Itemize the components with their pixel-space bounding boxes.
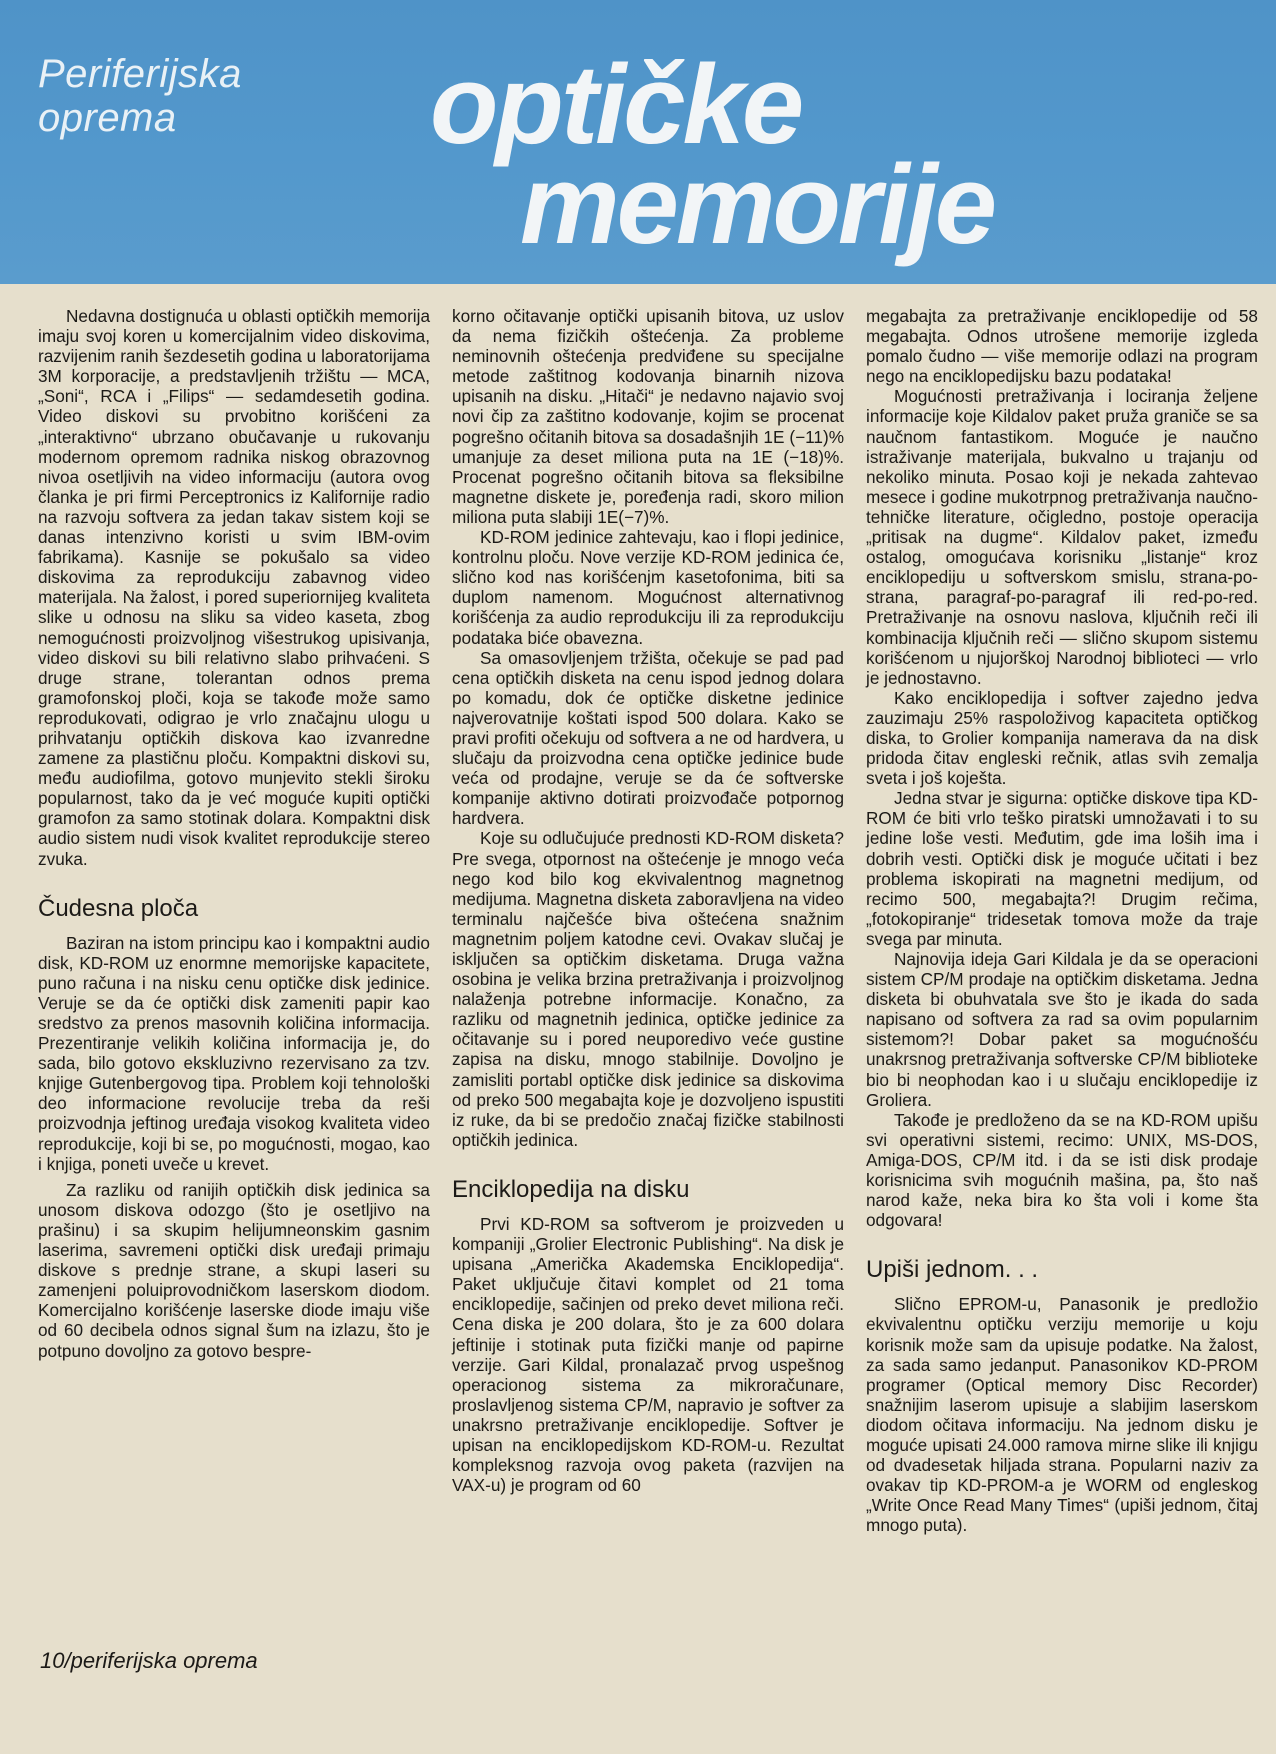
paragraph: Kako enciklopedija i softver zajedno jedva zauzimaju 25% raspoloživog kapaciteta optičkog diska, to Grolier kompanija namerava da na disk pridoda čitav engleski rečnik, atlas svih zemalja sveta i još koješta. [866, 687, 1258, 789]
page-footer: 10/periferijska oprema [40, 1648, 258, 1673]
section-label-line2: oprema [38, 96, 177, 140]
paragraph: KD-ROM jedinice zahtevaju, kao i flopi jedinice, kontrolnu ploču. Nove verzije KD-ROM jedinica će, slično kod nas korišćenjm kasetofonima, biti sa duplom namenom. Mogućnost alternativnog korišćenja za audio reprodukciju ili za reprodukciju podataka biće obavezna. [452, 527, 844, 648]
paragraph: megabajta za pretraživanje enciklopedije od 58 megabajta. Odnos utrošene memorije izgleda pomalo čudno — više memorije odlazi na program nego na enciklopedijsku bazu podataka! [866, 306, 1258, 387]
paragraph: Mogućnosti pretraživanja i lociranja željene informacije koje Kildalov paket pruža graniče se sa naučnom fantastikom. Moguće je naučno istraživanje materijala, bukvalno u trajanju od nekoliko minuta. Posao koji je nekada zahtevao mesece i godine mukotrpnog pretraživanja naučno-tehničke literature, očigledno, postoje operacija „pritisak na dugme“. Kildalov paket, između ostalog, omogućava korisniku „listanje“ kroz enciklopediju u softverskom smislu, strana-po-strana, paragraf-po-paragraf ili red-po-red. Pretraživanje na osnovu naslova, ključnih reči ili kombinacija ključnih reči — slično skupom sistemu korišćenom u njujorškoj Narodnoj biblioteci — vrlo je jednostavno. [866, 386, 1258, 688]
paragraph: Sa omasovljenjem tržišta, očekuje se pad pad cena optičkih disketa na cenu ispod jednog dolara po komadu, dok će optičke disketne jedinice najverovatnije koštati ispod 500 dolara. Kako se pravi profiti očekuju od softvera a ne od hardvera, u slučaju da proizvodna cena optičke jedinice bude veća od prodajne, veruje se da će softverske kompanije aktivno dotirati proizvođače potpornog hardvera. [452, 647, 844, 829]
column-2 [452, 306, 844, 1495]
column-1 [38, 306, 430, 1361]
section-label-line1: Periferijska [38, 52, 242, 96]
subheading-cudesna-ploca: Čudesna ploča [38, 894, 199, 922]
paragraph: korno očitavanje optički upisanih bitova, uz uslov da nema fizičkih oštećenja. Za probleme neminovnih oštećenja predviđene su specijalne metode zaštitnog kodovanja binarnih nizova upisanih na disku. „Hitači“ je nedavno najavio svoj novi čip za zaštitno kodovanje, kojim se procenat pogrešno očitanih bitova sa dosadašnjih 1E (−11)% umanjuje za deset miliona puta na 1E (−18)%. Procenat pogrešno očitanih bitova sa fleksibilne magnetne diskete je, poređenja radi, skoro milion miliona puta slabiji 1E(−7)%. [452, 306, 844, 527]
header-band [0, 0, 1276, 284]
paragraph: Takođe je predloženo da se na KD-ROM upišu svi operativni sistemi, recimo: UNIX, MS-DOS, Amiga-DOS, CP/M itd. i da se isti disk prodaje korisnicima svih mogućnih mašina, pa, što naš narod kaže, neka bira ko šta voli i kome šta odgovara! [866, 1109, 1258, 1231]
title-line2: memorije [520, 142, 994, 267]
title-line1: optičke [430, 42, 802, 167]
paragraph: Nedavna dostignuća u oblasti optičkih memorija imaju svoj koren u komercijalnim video diskovima, razvijenim ranih šezdesetih godina u laboratorijama 3M korporacije, a predstavljenih tržištu — MCA, „Soni“, RCA i „Filips“ — sedamdesetih godina. Video diskovi su prvobitno korišćeni za „interaktivno“ ubrzano obučavanje u rukovanju modernom opremom radnika niskog obrazovnog nivoa osetljivih na video informaciju (autora ovog članka je pri firmi Perceptronics iz Kalifornije radio na razvoju softvera za jedan takav sistem koji se danas intenzivno koristi u svim IBM-ovim fabrikama). Kasnije se pokušalo sa video diskovima za reprodukciju zabavnog video materijala. Na žalost, i pored superiornijeg kvaliteta slike u odnosu na sliku sa video kaseta, zbog nemogućnosti proizvoljnog višestrukog upisivanja, video diskovi su bili relativno slabo prihvaćeni. S druge strane, tolerantan odnos prema gramofonskoj ploči, koja se takođe može samo reprodukovati, odigrao je vrlo značajnu ulogu u prihvatanju optičkih diskova kao izvanredne zamene za plastičnu ploču. Kompaktni diskovi su, među audiofilma, gotovo munjevito stekli široku popularnost, tako da je već moguće kupiti optički gramofon za samo stotinak dolara. Kompaktni disk audio sistem nudi visok kvalitet reprodukcije stereo zvuka. [38, 306, 431, 869]
paragraph: Koje su odlučujuće prednosti KD-ROM disketa? Pre svega, otpornost na oštećenje je mnogo veća nego kod bilo kog ekvivalentnog magnetnog medijuma. Magnetna disketa zaboravljena na video terminalu najčešće biva oštećena snažnim magnetnim poljem katodne cevi. Ovakav slučaj je isključen sa optičkim disketama. Druga važna osobina je velika brzina pretraživanja i proizvoljnog nalaženja potrebne informacije. Konačno, za razliku od magnetnih jedinica, optičke jedinice za očitavanje su i pored neuporedivo veće gustine zapisa na disku, mnogo stabilnije. Dovoljno je zamisliti portabl optičke disk jedinice sa diskovima od preko 500 megabajta koje je dozvoljeno ispustiti iz ruke, da bi se predočio značaj fizičke stabilnosti optičkih jedinica. [452, 828, 844, 1150]
paragraph: Baziran na istom principu kao i kompaktni audio disk, KD-ROM uz enormne memorijske kapacitete, puno računa i na nisku cenu optičke disk jedinice. Veruje se da će optički disk zameniti papir kao sredstvo za prenos masovnih količina informacija. Prezentiranje velikih količina informacija je, do sada, bilo gotovo ekskluzivno rezervisano za tzv. knjige Gutenbergovog tipa. Problem koji tehnološki deo informacione revolucije treba da reši proizvodnja jeftinog uređaja visokog kvaliteta video reprodukcije, koji bi se, po mogućnosti, mogao, kao i knjiga, poneti uveče u krevet. [38, 932, 430, 1174]
subheading-upisi-jednom: Upiši jednom. . . [866, 1256, 1039, 1284]
paragraph: Slično EPROM-u, Panasonik je predložio ekvivalentnu optičku verziju memorije u koju korisnik može sam da upisuje podatke. Na žalost, za sada samo jedanput. Panasonikov KD-PROM programer (Optical memory Disc Recorder) snažnijim laserom upisuje a slabijim laserskom diodom očitava informaciju. Na jednom disku je moguće upisati 24.000 ramova mirne slike ili knjigu od dvadesetak hiljada strana. Popularni naziv za ovakav tip KD-PROM-a je WORM od engleskog „Write Once Read Many Times“ (upiši jednom, čitaj mnogo puta). [866, 1294, 1258, 1536]
paragraph: Prvi KD-ROM sa softverom je proizveden u kompaniji „Grolier Electronic Publishing“. Na disk je upisana „Američka Akademska Enciklopedija“. Paket uključuje čitavi komplet od 21 toma enciklopedije, sačinjen od preko devet miliona reči. Cena diska je 200 dolara, što je za 600 dolara jeftinije i stotinak puta fizički manje od papirne verzije. Gari Kildal, pronalazač prvog uspešnog operacionog sistema za mikroračunare, proslavljenog sistema CP/M, napravio je softver za unakrsno pretraživanje enciklopedije. Softver je upisan na enciklopedijskom KD-ROM-u. Rezultat kompleksnog razvoja ovog paketa (razvijen na VAX-u) je program od 60 [452, 1213, 844, 1496]
column-3 [866, 306, 1258, 1535]
section-label [38, 52, 338, 140]
subheading-enciklopedija: Enciklopedija na disku [452, 1175, 690, 1203]
paragraph: Najnovija ideja Gari Kildala je da se operacioni sistem CP/M prodaje na optičkim disketama. Jedna disketa bi obuhvatala sve što je ikada do sada napisano od softvera za rad sa ovim popularnim sistemom?! Dobar paket sa mogućnošću unakrsnog pretraživanja softverske CP/M biblioteke bio bi neophodan kao i u slučaju enciklopedije iz Groliera. [866, 949, 1258, 1110]
paragraph: Jedna stvar je sigurna: optičke diskove tipa KD-ROM će biti vrlo teško piratski umnožavati i to su jedine loše vesti. Međutim, gde ima loših ima i dobrih vesti. Optički disk je moguće učitati i bez problema iskopirati na magnetni medijum, od recimo 500, megabajta?! Drugim rečima, „fotokopiranje“ tridesetak tomova može da traje svega par minuta. [866, 788, 1258, 949]
paragraph: Za razliku od ranijih optičkih disk jedinica sa unosom diskova odozgo (što je osetljivo na prašinu) i sa skupim helijumneonskim gasnim laserima, savremeni optički disk uređaji primaju diskove s prednje strane, a skupi laseri su zamenjeni poluiprovodničkom laserskom diodom. Komercijalno korišćenje laserske diode imaju više od 60 decibela odnos signal šum na izlazu, što je potpuno dovoljno za gotovo bespre- [38, 1179, 430, 1361]
